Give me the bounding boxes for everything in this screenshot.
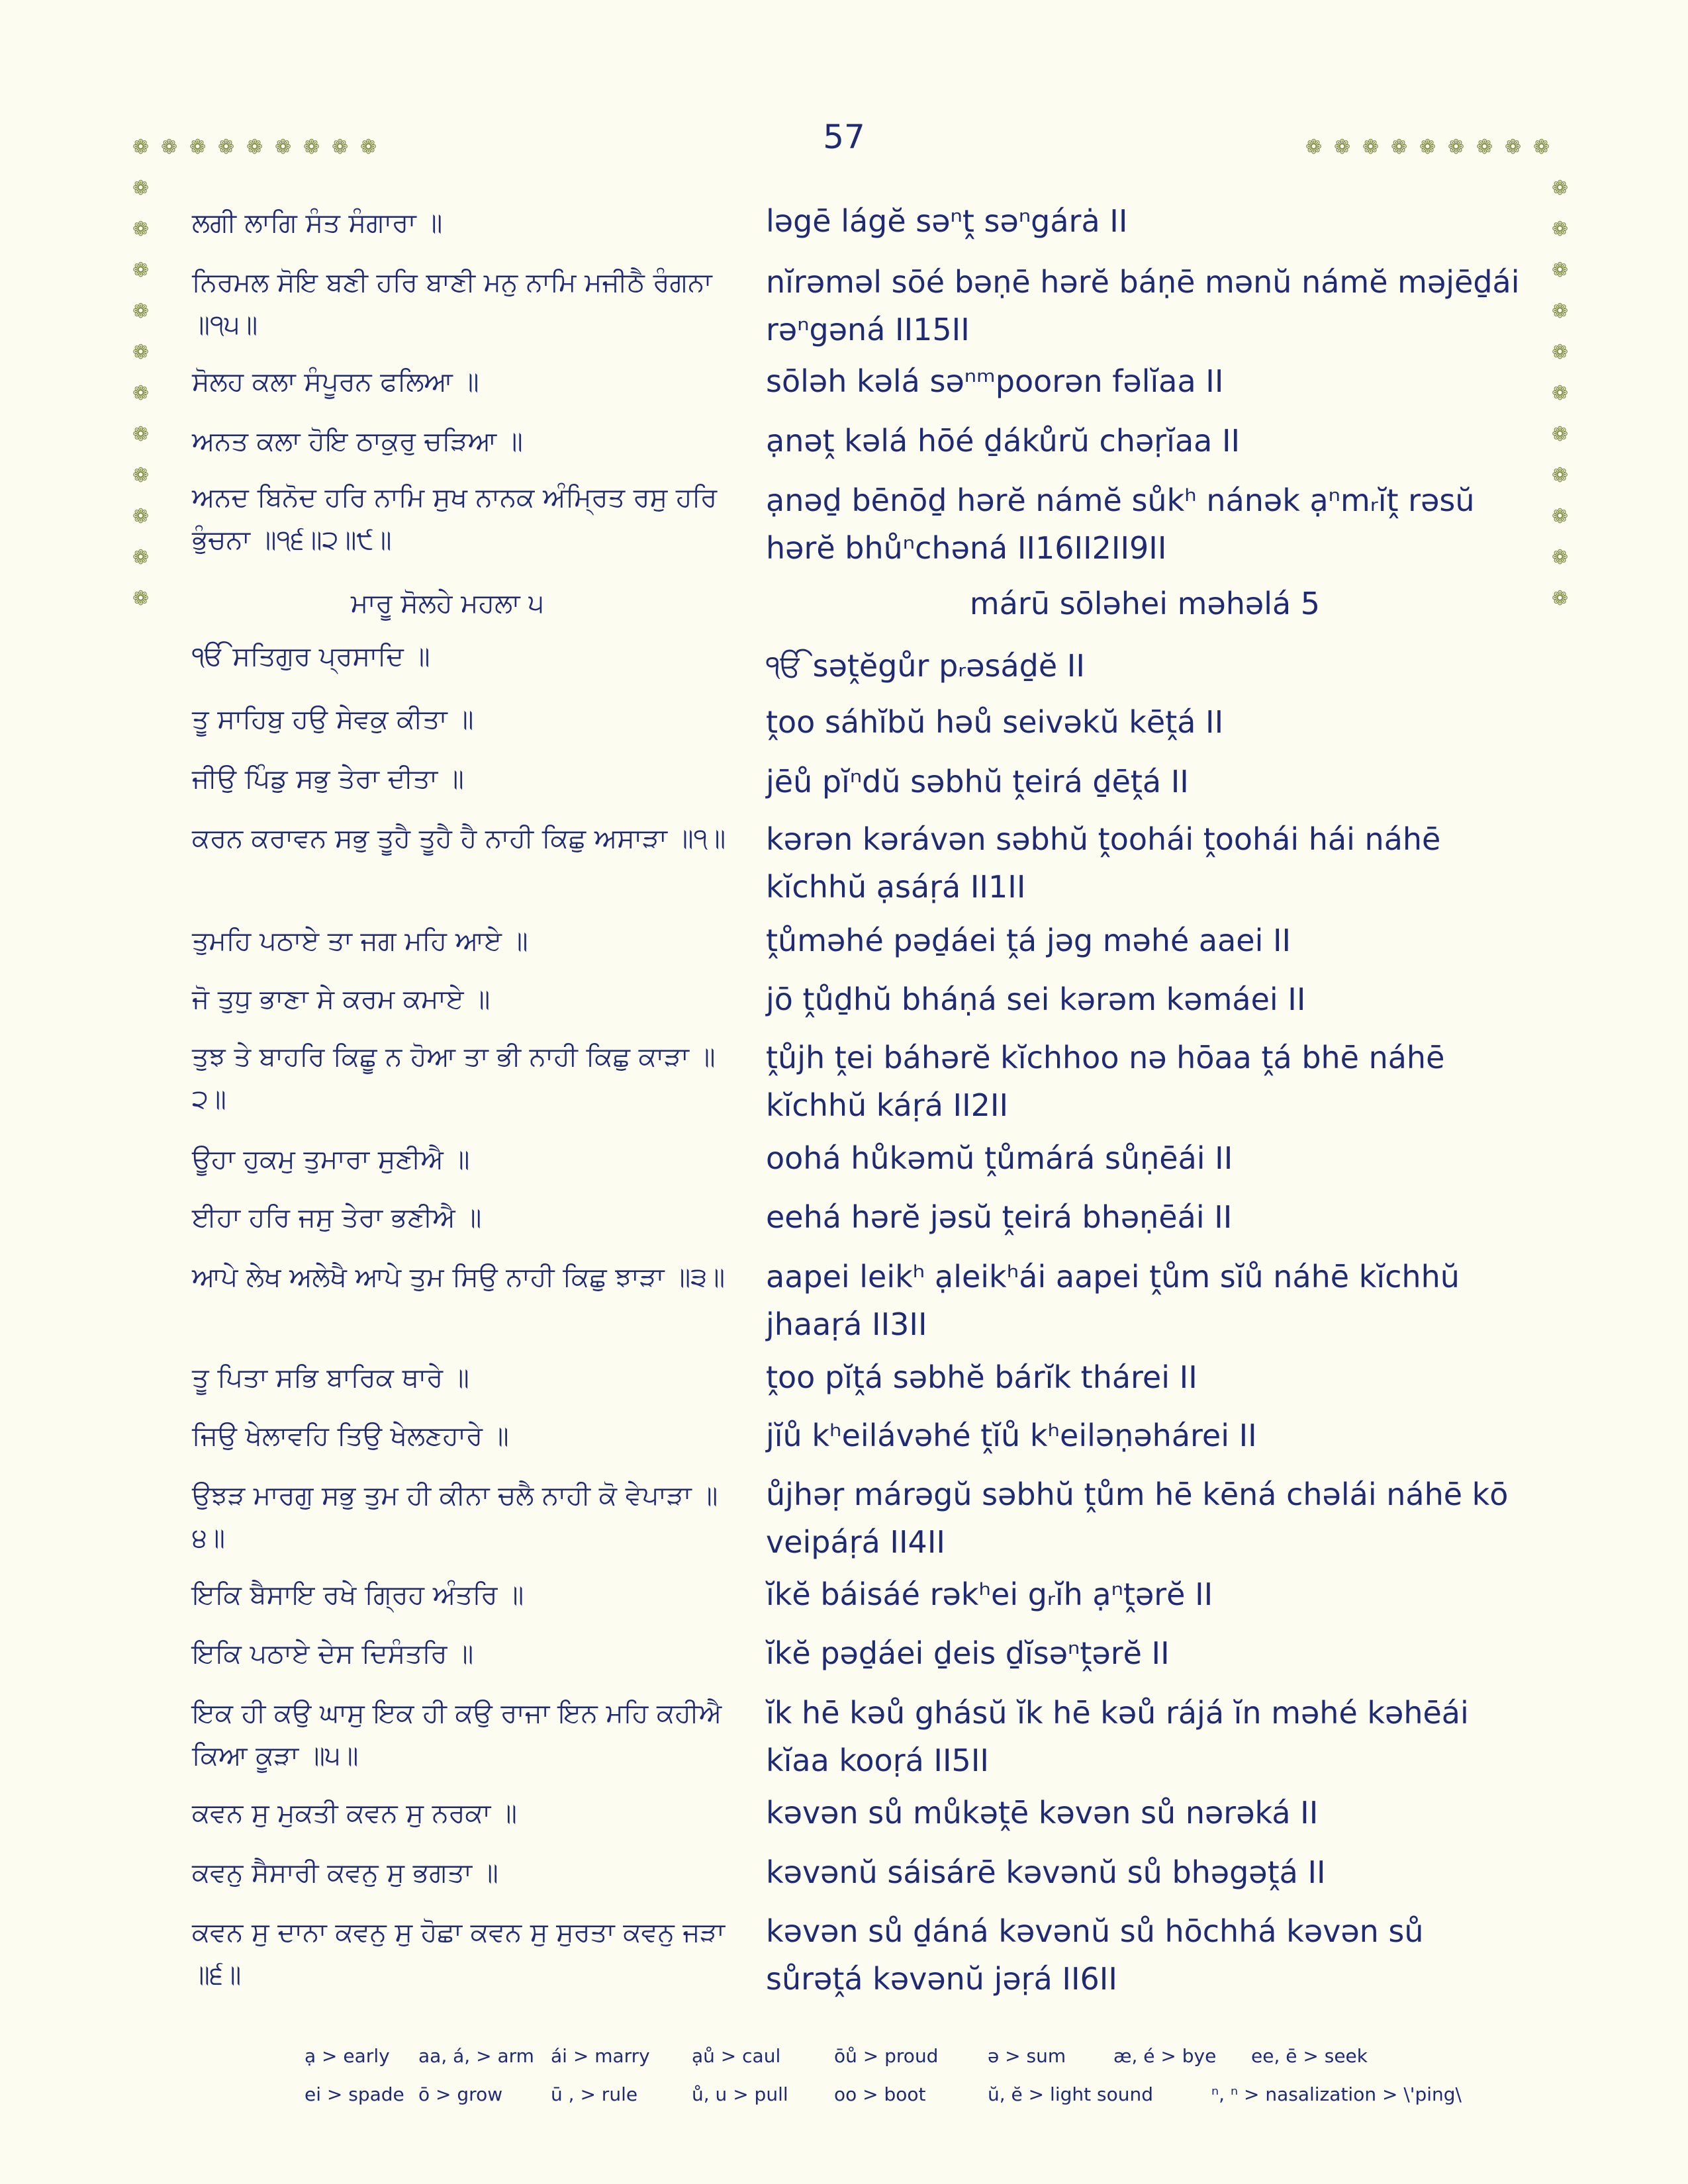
legend-item: ạ > early xyxy=(305,2045,390,2067)
flower-ornament-icon: ❁ xyxy=(1552,259,1569,282)
legend-item: ạů > caul xyxy=(692,2045,781,2067)
legend-item: æ, é > bye xyxy=(1113,2045,1217,2067)
flower-ornament-icon: ❁ xyxy=(275,136,292,159)
legend-item: ŭ, ĕ > light sound xyxy=(988,2083,1153,2105)
transliteration-line: eehá hәrĕ jәsŭ ṱeirá bhәṇēái II xyxy=(766,1199,1233,1235)
transliteration-line: ạnәḏ bēnōḏ hәrĕ námĕ sůkʰ nánәk ạⁿmᵣĭṱ rәsŭ hәrĕ bhůⁿchәná II16II2II9II xyxy=(766,482,1475,566)
transliteration-line: oohá hůkәmŭ ṱůmárá sůṇēái II xyxy=(766,1140,1233,1176)
flower-ornament-icon: ❁ xyxy=(1552,587,1569,610)
gurmukhi-line: ਉਝੜ ਮਾਰਗੁ ਸਭੁ ਤੁਮ ਹੀ ਕੀਨਾ ਚਲੈ ਨਾਹੀ ਕੋ ਵੇਪਾੜਾ ॥੪॥ xyxy=(192,1480,718,1553)
gurmukhi-line: ਊਹਾ ਹੁਕਮੁ ਤੁਮਾਰਾ ਸੁਣੀਐ ॥ xyxy=(192,1144,470,1175)
transliteration-line: kәvәn sů ḏáná kәvәnŭ sů hōchhá kәvәn sů sůrәṱá kәvәnŭ jәṛá II6II xyxy=(766,1913,1424,1997)
gurmukhi-line: ਕਵਨੁ ਸੈਸਾਰੀ ਕਵਨੁ ਸੁ ਭਗਤਾ ॥ xyxy=(192,1858,498,1888)
legend-item: aa, á, > arm xyxy=(418,2045,534,2067)
gurmukhi-line: ਜੀਉ ਪਿੰਡੁ ਸਭੁ ਤੇਰਾ ਦੀਤਾ ॥ xyxy=(192,764,464,794)
transliteration-line: aapei leikʰ ạleikʰái aapei ṱům sĭů náhē kĭchhŭ jhaaṛá II3II xyxy=(766,1259,1460,1342)
legend-item: oo > boot xyxy=(834,2083,926,2105)
flower-ornament-icon: ❁ xyxy=(1552,300,1569,323)
gurmukhi-line: ਇਕ ਹੀ ਕਉ ਘਾਸੁ ਇਕ ਹੀ ਕਉ ਰਾਜਾ ਇਨ ਮਹਿ ਕਹੀਐ ਕਿਆ ਕੂੜਾ ॥੫॥ xyxy=(192,1698,722,1771)
flower-ornament-icon: ❁ xyxy=(1334,136,1351,159)
gurmukhi-line: ਤੁਮਹਿ ਪਠਾਏ ਤਾ ਜਗ ਮਹਿ ਆਏ ॥ xyxy=(192,926,528,956)
gurmukhi-line: ਇਕਿ ਪਠਾਏ ਦੇਸ ਦਿਸੰਤਰਿ ॥ xyxy=(192,1639,474,1669)
flower-ornament-icon: ❁ xyxy=(1552,546,1569,569)
transliteration-line: lәgē lágĕ sәⁿṱ sәⁿgárȧ II xyxy=(766,203,1128,239)
transliteration-line: ĭkĕ báisáé rәkʰei gᵣĭh ạⁿṱәrĕ II xyxy=(766,1576,1213,1612)
transliteration-line: kәrәn kәrávәn sәbhŭ ṱoohái ṱoohái hái náhē kĭchhŭ ạsáṛá II1II xyxy=(766,821,1441,905)
flower-ornament-icon: ❁ xyxy=(1305,136,1323,159)
legend-item: ōů > proud xyxy=(834,2045,939,2067)
flower-ornament-icon: ❁ xyxy=(132,464,150,487)
gurmukhi-line: ਕਵਨ ਸੁ ਦਾਨਾ ਕਵਨੁ ਸੁ ਹੋਛਾ ਕਵਨ ਸੁ ਸੁਰਤਾ ਕਵਨੁ ਜੜਾ ॥੬॥ xyxy=(192,1917,726,1990)
flower-ornament-icon: ❁ xyxy=(132,423,150,446)
flower-ornament-icon: ❁ xyxy=(132,259,150,282)
gurmukhi-line: ਤੁਝ ਤੇ ਬਾਹਰਿ ਕਿਛੂ ਨ ਹੋਆ ਤਾ ਭੀ ਨਾਹੀ ਕਿਛੁ ਕਾੜਾ ॥੨॥ xyxy=(192,1042,716,1115)
flower-ornament-icon: ❁ xyxy=(303,136,320,159)
gurmukhi-line: ਤੂ ਪਿਤਾ ਸਭਿ ਬਾਰਿਕ ਥਾਰੇ ॥ xyxy=(192,1363,469,1393)
legend-item: ee, ē > seek xyxy=(1251,2045,1368,2067)
flower-ornament-icon: ❁ xyxy=(189,136,207,159)
flower-ornament-icon: ❁ xyxy=(132,218,150,241)
flower-ornament-icon: ❁ xyxy=(1362,136,1380,159)
gurmukhi-line: ਤੂ ਸਾਹਿਬੁ ਹਉ ਸੇਵਕੁ ਕੀਤਾ ॥ xyxy=(192,704,474,735)
flower-ornament-icon: ❁ xyxy=(132,546,150,569)
page-number: 57 xyxy=(823,118,865,156)
flower-ornament-icon: ❁ xyxy=(132,177,150,200)
flower-ornament-icon: ❁ xyxy=(1552,177,1569,200)
transliteration-line: ੴ sәṱĕgůr pᵣәsáḏĕ II xyxy=(766,648,1085,684)
transliteration-line: ạnәṱ kәlá hōé ḏákůrŭ chәṛĭaa II xyxy=(766,423,1241,459)
flower-ornament-icon: ❁ xyxy=(1552,218,1569,241)
flower-ornament-icon: ❁ xyxy=(132,136,150,159)
gurmukhi-line: ਅਨਦ ਬਿਨੋਦ ਹਰਿ ਨਾਮਿ ਸੁਖ ਨਾਨਕ ਅੰਮ੍ਰਿਤ ਰਸੁ ਹਰਿ ਭੁੰਚਨਾ ॥੧੬॥੨॥੯॥ xyxy=(192,482,718,555)
transliteration-line: kәvәn sů můkәṱē kәvәn sů nәrәká II xyxy=(766,1795,1319,1831)
flower-ornament-icon: ❁ xyxy=(132,341,150,364)
flower-ornament-icon: ❁ xyxy=(218,136,235,159)
gurmukhi-line: ਸੋਲਹ ਕਲਾ ਸੰਪੂਰਨ ਫਲਿਆ ॥ xyxy=(192,367,479,397)
transliteration-line: ĭkĕ pәḏáei ḏeis ḏĭsәⁿṱәrĕ II xyxy=(766,1635,1170,1671)
flower-ornament-icon: ❁ xyxy=(161,136,178,159)
gurmukhi-line: ਨਿਰਮਲ ਸੋਇ ਬਣੀ ਹਰਿ ਬਾਣੀ ਮਨੁ ਨਾਮਿ ਮਜੀਠੈ ਰੰਗਨਾ ॥੧੫॥ xyxy=(192,267,712,340)
gurmukhi-line: ਕਰਨ ਕਰਾਵਨ ਸਭੁ ਤੂਹੈ ਤੂਹੈ ਹੈ ਨਾਹੀ ਕਿਛੁ ਅਸਾੜਾ ॥੧॥ xyxy=(192,823,726,854)
flower-ornament-icon: ❁ xyxy=(360,136,377,159)
flower-ornament-icon: ❁ xyxy=(332,136,349,159)
flower-ornament-icon: ❁ xyxy=(132,300,150,323)
flower-ornament-icon: ❁ xyxy=(1552,423,1569,446)
transliteration-line: jō ṱůḏhŭ bháṇá sei kәrәm kәmáei II xyxy=(766,981,1306,1017)
legend-item: ei > spade xyxy=(305,2083,404,2105)
transliteration-line: ṱůjh ṱei báhәrĕ kĭchhoo nә hōaa ṱá bhē náhē kĭchhŭ káṛá II2II xyxy=(766,1040,1445,1123)
gurmukhi-line: ਜਿਉ ਖੇਲਾਵਹਿ ਤਿਉ ਖੇਲਣਹਾਰੇ ॥ xyxy=(192,1421,509,1451)
gurmukhi-line: ੴ ਸਤਿਗੁਰ ਪ੍ਰਸਾਦਿ ॥ xyxy=(192,641,430,672)
gurmukhi-line: ਕਵਨ ਸੁ ਮੁਕਤੀ ਕਵਨ ਸੁ ਨਰਕਾ ॥ xyxy=(192,1798,517,1829)
flower-ornament-icon: ❁ xyxy=(132,587,150,610)
section-heading-transliteration: márū sōlәhei mәhәlá 5 xyxy=(969,586,1321,621)
legend-item: ū , > rule xyxy=(551,2083,638,2105)
transliteration-line: ĭk hē kәů ghásŭ ĭk hē kәů rájá ĭn mәhé kәhēái kĭaa kooṛá II5II xyxy=(766,1695,1469,1778)
flower-ornament-icon: ❁ xyxy=(1476,136,1493,159)
transliteration-line: ṱoo sáhĭbŭ hәů seivәkŭ kēṱá II xyxy=(766,704,1224,740)
legend-item: ә > sum xyxy=(988,2045,1066,2067)
gurmukhi-line: ਅਨਤ ਕਲਾ ਹੋਇ ਠਾਕੁਰੁ ਚੜਿਆ ॥ xyxy=(192,426,523,457)
section-heading-gurmukhi: ਮਾਰੂ ਸੋਲਹੇ ਮਹਲਾ ੫ xyxy=(351,588,544,619)
legend-item: ů, u > pull xyxy=(692,2083,788,2105)
flower-ornament-icon: ❁ xyxy=(1552,505,1569,528)
transliteration-line: nĭrәmәl sōé bәṇē hәrĕ báṇē mәnŭ námĕ mәjēḏái rәⁿgәná II15II xyxy=(766,264,1520,347)
transliteration-line: jēů pĭⁿdŭ sәbhŭ ṱeirá ḏēṱá II xyxy=(766,764,1189,799)
gurmukhi-line: ਜੋ ਤੁਧੁ ਭਾਣਾ ਸੇ ਕਰਮ ਕਮਾਏ ॥ xyxy=(192,984,491,1015)
flower-ornament-icon: ❁ xyxy=(1533,136,1550,159)
flower-ornament-icon: ❁ xyxy=(1552,341,1569,364)
flower-ornament-icon: ❁ xyxy=(132,382,150,405)
legend-item: ⁿ, ⁿ > nasalization > \'ping\ xyxy=(1211,2083,1462,2105)
legend-item: ái > marry xyxy=(551,2045,650,2067)
gurmukhi-line: ਈਹਾ ਹਰਿ ਜਸੁ ਤੇਰਾ ਭਣੀਐ ॥ xyxy=(192,1203,482,1233)
transliteration-line: jĭů kʰeilávәhé ṱĭů kʰeilәṇәhárei II xyxy=(766,1418,1257,1453)
flower-ornament-icon: ❁ xyxy=(1552,382,1569,405)
flower-ornament-icon: ❁ xyxy=(132,505,150,528)
flower-ornament-icon: ❁ xyxy=(1448,136,1465,159)
transliteration-line: ṱoo pĭṱá sәbhĕ bárĭk thárei II xyxy=(766,1359,1197,1395)
flower-ornament-icon: ❁ xyxy=(1419,136,1436,159)
transliteration-line: sōlәh kәlá sәⁿᵐpoorәn fәlĭaa II xyxy=(766,363,1224,399)
transliteration-line: ůjhәṛ márәgŭ sәbhŭ ṱům hē kēná chәlái náhē kō veipáṛá II4II xyxy=(766,1477,1509,1560)
flower-ornament-icon: ❁ xyxy=(1505,136,1522,159)
flower-ornament-icon: ❁ xyxy=(246,136,263,159)
flower-ornament-icon: ❁ xyxy=(1552,464,1569,487)
gurmukhi-line: ਇਕਿ ਬੈਸਾਇ ਰਖੇ ਗ੍ਰਿਹ ਅੰਤਰਿ ॥ xyxy=(192,1580,524,1610)
gurmukhi-line: ਆਪੇ ਲੇਖ ਅਲੇਖੈ ਆਪੇ ਤੁਮ ਸਿਉ ਨਾਹੀ ਕਿਛੁ ਝਾੜਾ ॥੩॥ xyxy=(192,1262,726,1293)
gurmukhi-line: ਲਗੀ ਲਾਗਿ ਸੰਤ ਸੰਗਾਰਾ ॥ xyxy=(192,208,443,238)
legend-item: ō > grow xyxy=(418,2083,503,2105)
transliteration-line: ṱůmәhé pәḏáei ṱá jәg mәhé aaei II xyxy=(766,923,1291,958)
transliteration-line: kәvәnŭ sáisárē kәvәnŭ sů bhәgәṱá II xyxy=(766,1854,1326,1890)
flower-ornament-icon: ❁ xyxy=(1391,136,1408,159)
